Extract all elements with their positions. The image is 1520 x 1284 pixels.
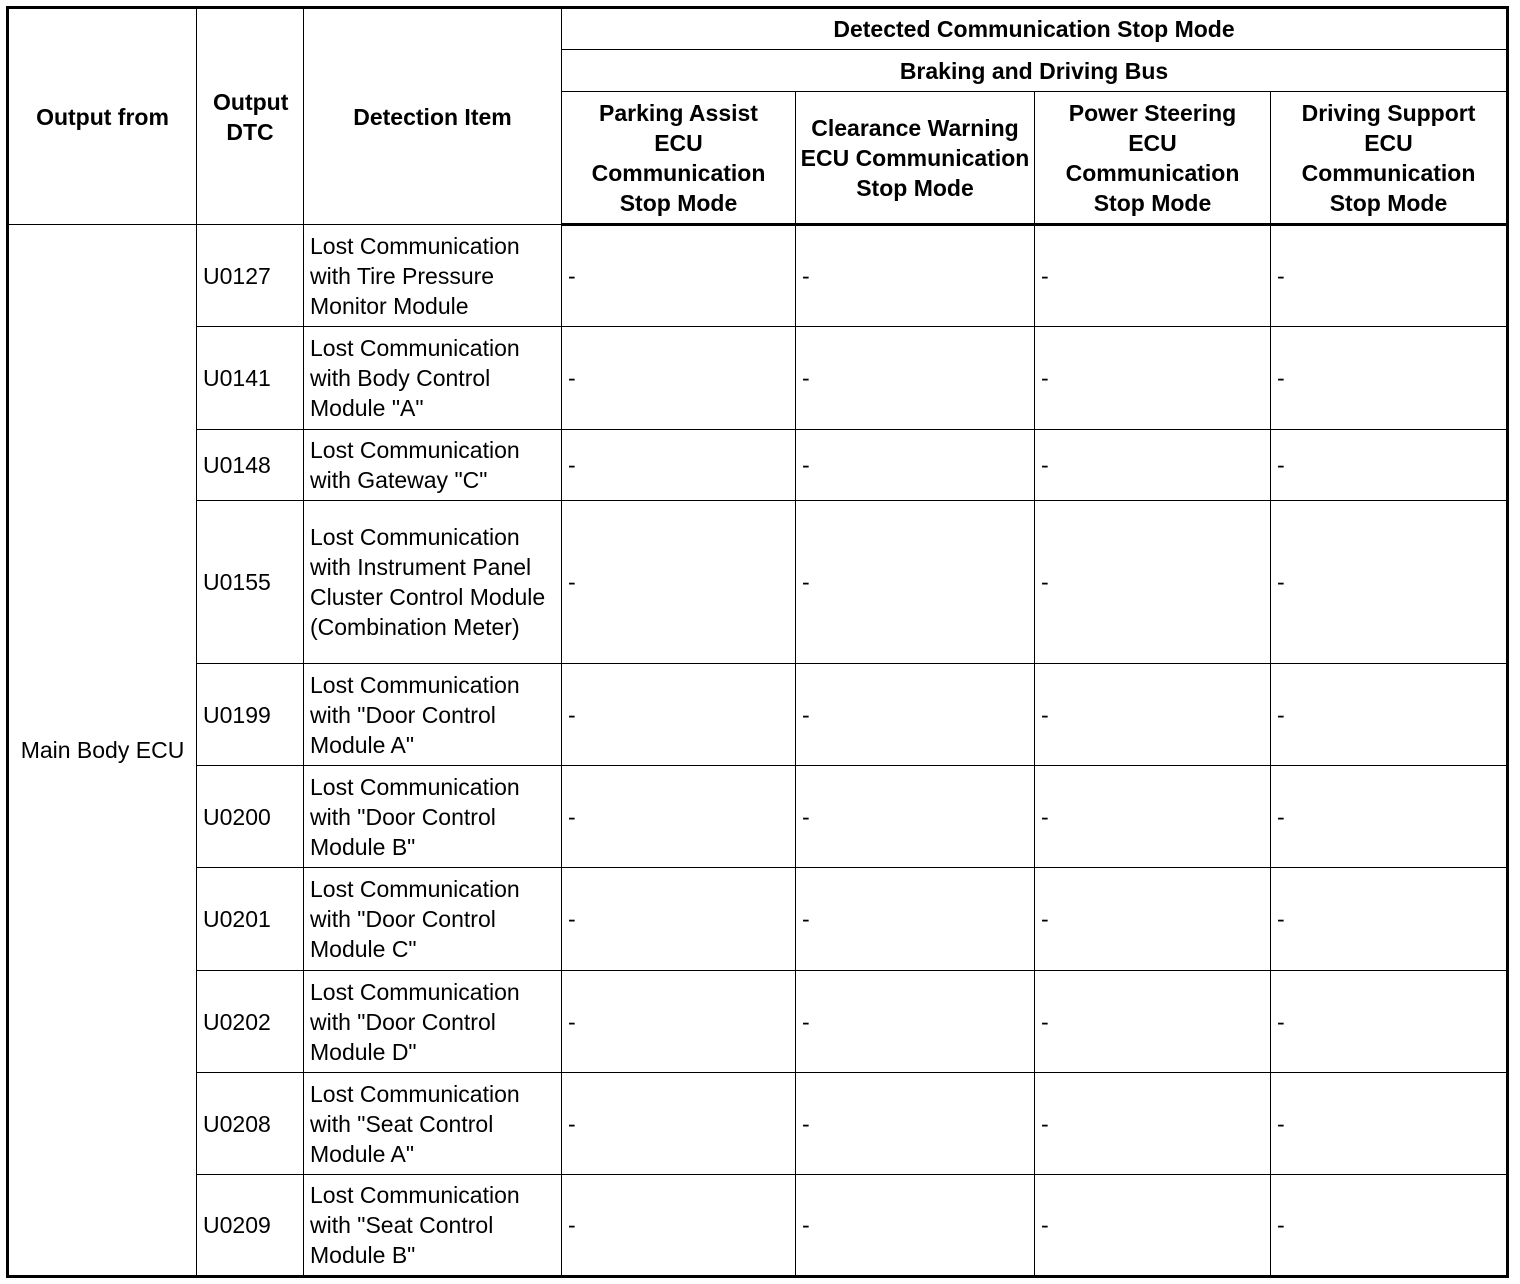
mode-value-power-steering: - — [1035, 327, 1271, 430]
header-mode-parking-assist: Parking Assist ECU Communication Stop Mode — [562, 92, 796, 225]
detection-item: Lost Communication with Instrument Panel Cluster Control Module (Combination Meter) — [304, 501, 562, 664]
mode-value-parking-assist: - — [562, 868, 796, 971]
dtc-table — [6, 6, 1509, 1278]
detection-item: Lost Communication with "Door Control Module D" — [304, 971, 562, 1073]
mode-value-power-steering: - — [1035, 971, 1271, 1073]
detection-item: Lost Communication with "Door Control Module A" — [304, 664, 562, 766]
mode-value-clearance-warning: - — [796, 225, 1035, 327]
mode-value-parking-assist: - — [562, 225, 796, 327]
mode-value-parking-assist: - — [562, 971, 796, 1073]
mode-value-clearance-warning: - — [796, 664, 1035, 766]
mode-value-clearance-warning: - — [796, 868, 1035, 971]
mode-value-driving-support: - — [1271, 664, 1508, 766]
mode-value-driving-support: - — [1271, 1175, 1508, 1277]
header-detection-item: Detection Item — [304, 8, 562, 225]
mode-value-clearance-warning: - — [796, 430, 1035, 501]
dtc-code: U0200 — [197, 766, 304, 868]
dtc-code: U0202 — [197, 971, 304, 1073]
mode-value-parking-assist: - — [562, 1175, 796, 1277]
mode-value-driving-support: - — [1271, 971, 1508, 1073]
mode-value-clearance-warning: - — [796, 971, 1035, 1073]
table-row — [8, 766, 1508, 868]
table-row — [8, 501, 1508, 664]
detection-item: Lost Communication with "Seat Control Module A" — [304, 1073, 562, 1175]
table-row — [8, 225, 1508, 327]
mode-value-driving-support: - — [1271, 1073, 1508, 1175]
mode-value-parking-assist: - — [562, 766, 796, 868]
mode-value-driving-support: - — [1271, 501, 1508, 664]
header-mode-clearance-warning: Clearance Warning ECU Communication Stop Mode — [796, 92, 1035, 225]
dtc-code: U0201 — [197, 868, 304, 971]
table-row — [8, 664, 1508, 766]
mode-value-power-steering: - — [1035, 868, 1271, 971]
mode-value-clearance-warning: - — [796, 1175, 1035, 1277]
table-row — [8, 971, 1508, 1073]
table-header — [8, 8, 1508, 225]
mode-value-power-steering: - — [1035, 501, 1271, 664]
mode-value-driving-support: - — [1271, 327, 1508, 430]
table-row — [8, 430, 1508, 501]
mode-value-driving-support: - — [1271, 868, 1508, 971]
table-row — [8, 1175, 1508, 1277]
detection-item: Lost Communication with Gateway "C" — [304, 430, 562, 501]
mode-value-power-steering: - — [1035, 1175, 1271, 1277]
mode-value-power-steering: - — [1035, 1073, 1271, 1175]
table-row — [8, 327, 1508, 430]
mode-value-parking-assist: - — [562, 430, 796, 501]
mode-value-driving-support: - — [1271, 225, 1508, 327]
detection-item: Lost Communication with "Seat Control Module B" — [304, 1175, 562, 1277]
mode-value-parking-assist: - — [562, 327, 796, 430]
header-output-from: Output from — [8, 8, 197, 225]
output-from-cell: Main Body ECU — [8, 225, 197, 1277]
detection-item: Lost Communication with Tire Pressure Monitor Module — [304, 225, 562, 327]
dtc-code: U0199 — [197, 664, 304, 766]
mode-value-driving-support: - — [1271, 766, 1508, 868]
header-bus: Braking and Driving Bus — [562, 50, 1508, 92]
dtc-code: U0208 — [197, 1073, 304, 1175]
mode-value-power-steering: - — [1035, 766, 1271, 868]
table-row — [8, 868, 1508, 971]
mode-value-clearance-warning: - — [796, 1073, 1035, 1175]
mode-value-parking-assist: - — [562, 501, 796, 664]
dtc-code: U0141 — [197, 327, 304, 430]
mode-value-power-steering: - — [1035, 664, 1271, 766]
mode-value-clearance-warning: - — [796, 501, 1035, 664]
dtc-code: U0209 — [197, 1175, 304, 1277]
mode-value-driving-support: - — [1271, 430, 1508, 501]
mode-value-parking-assist: - — [562, 664, 796, 766]
mode-value-parking-assist: - — [562, 1073, 796, 1175]
dtc-code: U0148 — [197, 430, 304, 501]
table-row — [8, 1073, 1508, 1175]
mode-value-power-steering: - — [1035, 430, 1271, 501]
header-detected-mode: Detected Communication Stop Mode — [562, 8, 1508, 50]
header-mode-driving-support: Driving Support ECU Communication Stop Mode — [1271, 92, 1508, 225]
table-body — [8, 225, 1508, 1277]
detection-item: Lost Communication with "Door Control Module B" — [304, 766, 562, 868]
dtc-code: U0127 — [197, 225, 304, 327]
mode-value-clearance-warning: - — [796, 327, 1035, 430]
dtc-code: U0155 — [197, 501, 304, 664]
header-output-dtc: Output DTC — [197, 8, 304, 225]
header-mode-power-steering: Power Steering ECU Communication Stop Mode — [1035, 92, 1271, 225]
mode-value-power-steering: - — [1035, 225, 1271, 327]
detection-item: Lost Communication with Body Control Module "A" — [304, 327, 562, 430]
detection-item: Lost Communication with "Door Control Module C" — [304, 868, 562, 971]
mode-value-clearance-warning: - — [796, 766, 1035, 868]
